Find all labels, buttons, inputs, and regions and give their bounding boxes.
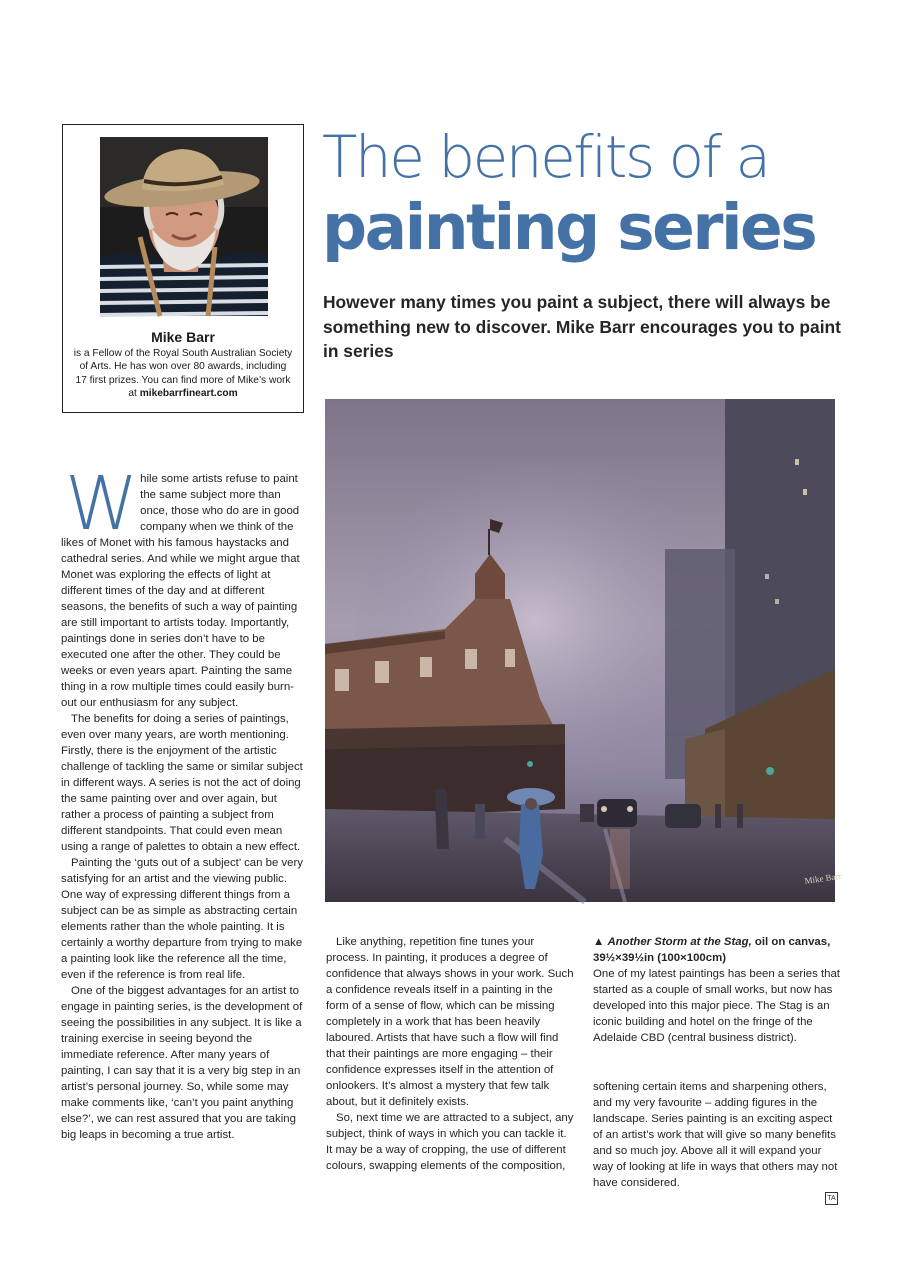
body-paragraph-1-text: hile some artists refuse to paint the same subject more than once, those who do are in good company when we think of the likes of Monet with his famous haystacks and cathedral series. And while we might argue that Monet was exploring the effects of light at different times of the day and at different seasons, the benefits of such a way of painting are still important to artists today. Importantly, paintings done in series don’t have to be executed one after the other. They could be weeks or even years apart. Painting the same thing in a row multiple times could easily burn-out our enthusiasm for any subject. <box>61 473 300 709</box>
author-bio-text: is a Fellow of the Royal South Australian Society of Arts. He has won over 80 awards, including 17 first prizes. You can find more of Mike’s work at <box>73 348 293 400</box>
standfirst <box>323 290 843 364</box>
headline-line-2: painting series <box>322 191 816 264</box>
dropcap: W <box>65 461 135 547</box>
body-paragraph-1 <box>61 461 305 711</box>
traffic-light <box>766 767 774 775</box>
body-column-3 <box>593 1079 840 1191</box>
author-website-link[interactable]: mikebarrfineart.com <box>139 388 238 400</box>
end-mark-icon: TA <box>825 1192 838 1205</box>
author-portrait-image <box>100 137 268 316</box>
author-bio <box>73 347 293 401</box>
caption-heading <box>593 934 840 966</box>
body-paragraph-6: So, next time we are attracted to a subject, any subject, think of ways in which you can tackle it. It may be a way of cropping, the use of different colours, swapping elements of the composition, <box>326 1112 574 1172</box>
body-paragraph-3: Painting the ‘guts out of a subject’ can be very satisfying for an artist and the viewing public. One way of expressing different things from a subject can be as simple as abstracting certain elements rather than the whole painting. It is certainly a worthy departure from trying to make a painting look like the reference all the time, even if the reference is from real life. <box>61 857 303 981</box>
painting-caption <box>593 934 840 1046</box>
caption-title: Another Storm at the Stag, <box>607 936 752 948</box>
painting-another-storm-at-the-stag <box>325 399 843 902</box>
standfirst-text-1: However many times you paint a subject, there will always be something new to discover. <box>323 292 831 337</box>
author-name: Mike Barr <box>151 329 215 345</box>
body-paragraph-2: The benefits for doing a series of paintings, even over many years, are worth mentioning. Firstly, there is the enjoyment of the artistic challenge of tackling the same or similar subject in different ways. A series is not the act of doing the same painting over and over again, but rather a process of painting a subject from different standpoints. That could even mean using a range of palettes to obtain a new effect. <box>61 713 303 853</box>
body-paragraph-4: One of the biggest advantages for an artist to engage in painting series, is the development of seeing the possibilities in any subject. It is like a training exercise in seeing beyond the immediate reference. After many years of painting, I can say that it is a very big step in an artist’s personal journey. So, while some may make comments like, ‘can’t you paint anything else?’, we can rest assured that you are taking big leaps in becoming a true artist. <box>61 985 303 1141</box>
author-photo <box>100 137 268 316</box>
caption-medium: oil on canvas, 39½×39½in (100×100cm) <box>593 936 831 964</box>
body-column-1 <box>61 461 305 1143</box>
standfirst-text-2: encourages you to paint in series <box>323 316 841 361</box>
painting-image <box>325 399 843 902</box>
caption-marker-icon: ▲ <box>593 936 608 948</box>
body-paragraph-5: Like anything, repetition fine tunes your process. In painting, it produces a degree of confidence that always shows in your work. Such a confidence reveals itself in a painting in the form of a sense of flow, which can be missing completely in a work that has been heavily laboured. Artists that have such a flow will find that their paintings are more engaging – their confidence expresses itself in the attention of onlookers. It’s almost a mystery that few talk about, but it definitely exists. <box>326 936 574 1108</box>
standfirst-author-name: Mike Barr <box>555 316 636 337</box>
author-box <box>62 124 304 413</box>
body-column-2 <box>326 934 574 1174</box>
caption-text: One of my latest paintings has been a series that started as a couple of small works, but now has developed into this major piece. The Stag is an iconic building and hotel on the fringe of the Adelaide CBD (central business district). <box>593 968 840 1044</box>
painting-signature: Mike Barr <box>803 870 843 886</box>
body-paragraph-7: softening certain items and sharpening others, and my very favourite – adding figures in the landscape. Series painting is an exciting aspect of an artist’s work that will give so many benefits and so much joy. Above all it will expand your way of looking at life in ways that others may not have considered. <box>593 1081 838 1189</box>
headline-line-1: The benefits of a <box>322 123 769 191</box>
